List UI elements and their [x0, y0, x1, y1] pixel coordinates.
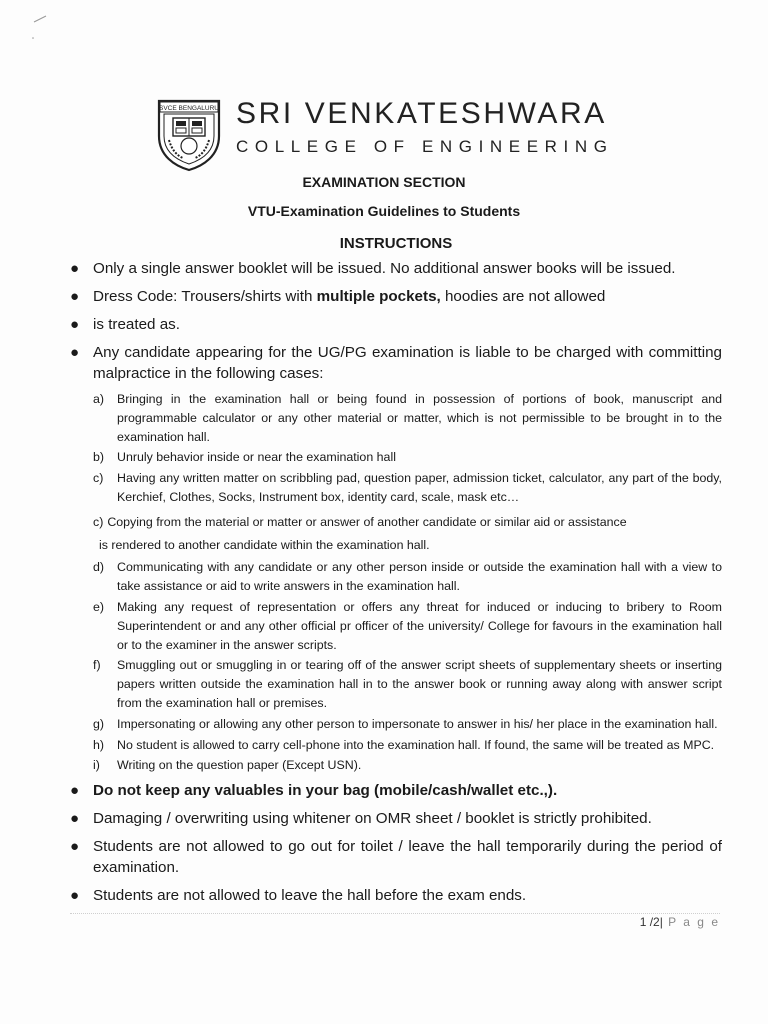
- bullet-icon: ●: [70, 260, 80, 277]
- instruction-text: is treated as.: [93, 316, 180, 333]
- case-item: [93, 513, 722, 532]
- page-footer: [640, 915, 720, 929]
- case-label: a): [93, 392, 105, 406]
- bullet-icon: ●: [70, 288, 80, 305]
- case-text: No student is allowed to carry cell-phone into the examination hall. If found, the same will be treated as MPC.: [117, 737, 715, 752]
- instruction-text: Students are not allowed to go out for toilet / leave the hall temporarily during the period of examination.: [93, 838, 722, 877]
- case-item: [93, 756, 722, 775]
- page-word: P a g e: [662, 915, 720, 929]
- bullet-icon: ●: [70, 887, 80, 905]
- instruction-text: Only a single answer booklet will be issued. No additional answer books will be issued.: [93, 260, 676, 277]
- case-label: c): [93, 514, 104, 529]
- malpractice-cases-list: [93, 390, 722, 775]
- instruction-text: Do not keep any valuables in your bag (mobile/cash/wallet etc.,).: [93, 782, 558, 800]
- case-item: [93, 598, 722, 654]
- instruction-item: [70, 258, 722, 279]
- logo-lettering: SVCE BENGALURU: [159, 105, 219, 112]
- case-item: [93, 558, 722, 596]
- case-text: Unruly behavior inside or near the examination hall: [117, 450, 396, 465]
- instruction-item: [70, 286, 722, 307]
- case-text: Copying from the material or matter or answer of another candidate or similar aid or assistance: [107, 514, 627, 529]
- instruction-item: [70, 780, 722, 801]
- case-label: h): [93, 737, 105, 752]
- case-text: is rendered to another candidate within the examination hall.: [99, 537, 430, 552]
- case-label: i): [93, 758, 100, 773]
- college-name: SRI VENKATESHWARA: [236, 97, 607, 130]
- case-text: Writing on the question paper (Except USN).: [117, 758, 362, 773]
- case-text: Impersonating or allowing any other person to impersonate to answer in his/ her place in the examination hall.: [117, 716, 718, 731]
- guidelines-heading: VTU-Examination Guidelines to Students: [247, 203, 521, 219]
- case-text: Having any written matter on scribbling pad, question paper, admission ticket, calculator, any part of the body, Kerchief, Clothes, Socks, Instrument box, identity card, scale, mask etc…: [117, 471, 722, 504]
- case-label: d): [93, 560, 105, 575]
- instructions-list: [70, 258, 722, 913]
- instruction-text: Students are not allowed to leave the hall before the exam ends.: [93, 887, 527, 905]
- case-text: Communicating with any candidate or any other person inside or outside the examination hall with a view to take assistance or aid to write answers in the examination hall.: [117, 560, 722, 594]
- case-label: g): [93, 716, 105, 731]
- instruction-text: Dress Code: Trousers/shirts with: [93, 288, 317, 305]
- college-logo-crest: [155, 98, 223, 172]
- instruction-item: [70, 342, 722, 384]
- case-label: f): [93, 658, 101, 673]
- case-text: Smuggling out or smuggling in or tearing off of the answer script sheets of supplementary sheets or inserting papers written outside the examination hall in to the answer book or running away along with answer script from the examination hall or premises.: [117, 658, 722, 710]
- section-heading: EXAMINATION SECTION: [302, 174, 466, 190]
- case-item: [93, 448, 722, 467]
- case-item-continuation: [93, 536, 722, 555]
- case-text: Making any request of representation or offers any threat for induced or inducing to bribery to Room Superintendent or and any other official pr officer of the university/ College for favours in the examination hall or to the examiner in the answer scripts.: [117, 599, 722, 652]
- case-text: Bringing in the examination hall or being found in possession of portions of book, manuscript and programmable calculator or any other material or matter, which is not permissible to be brought in to the examination hall.: [117, 392, 722, 444]
- instruction-item: [70, 808, 722, 829]
- case-item: [93, 656, 722, 712]
- instruction-text: Any candidate appearing for the UG/PG examination is liable to be charged with committing malpractice in the following cases:: [93, 344, 722, 382]
- case-item: [93, 715, 722, 734]
- instruction-item: [70, 836, 722, 878]
- bullet-icon: ●: [70, 810, 80, 828]
- instruction-emphasis: multiple pockets,: [316, 288, 441, 305]
- instruction-text: hoodies are not allowed: [440, 288, 606, 305]
- bullet-icon: ●: [70, 344, 80, 361]
- bullet-icon: ●: [70, 316, 80, 333]
- footer-divider: [70, 913, 720, 914]
- case-item: [93, 736, 722, 755]
- scan-mark: [30, 14, 50, 44]
- case-label: c): [93, 471, 104, 486]
- college-subtitle: COLLEGE OF ENGINEERING: [236, 137, 614, 156]
- bullet-icon: ●: [70, 782, 80, 800]
- page-number: 1 /2|: [639, 915, 663, 929]
- instructions-heading: INSTRUCTIONS: [339, 235, 453, 252]
- case-item: [93, 390, 722, 446]
- instruction-item: [70, 885, 722, 906]
- case-label: b): [93, 450, 105, 465]
- instruction-item: [70, 314, 722, 335]
- case-label: e): [93, 599, 105, 614]
- case-item: [93, 469, 722, 507]
- instruction-text: Damaging / overwriting using whitener on OMR sheet / booklet is strictly prohibited.: [93, 810, 652, 828]
- bullet-icon: ●: [70, 838, 80, 856]
